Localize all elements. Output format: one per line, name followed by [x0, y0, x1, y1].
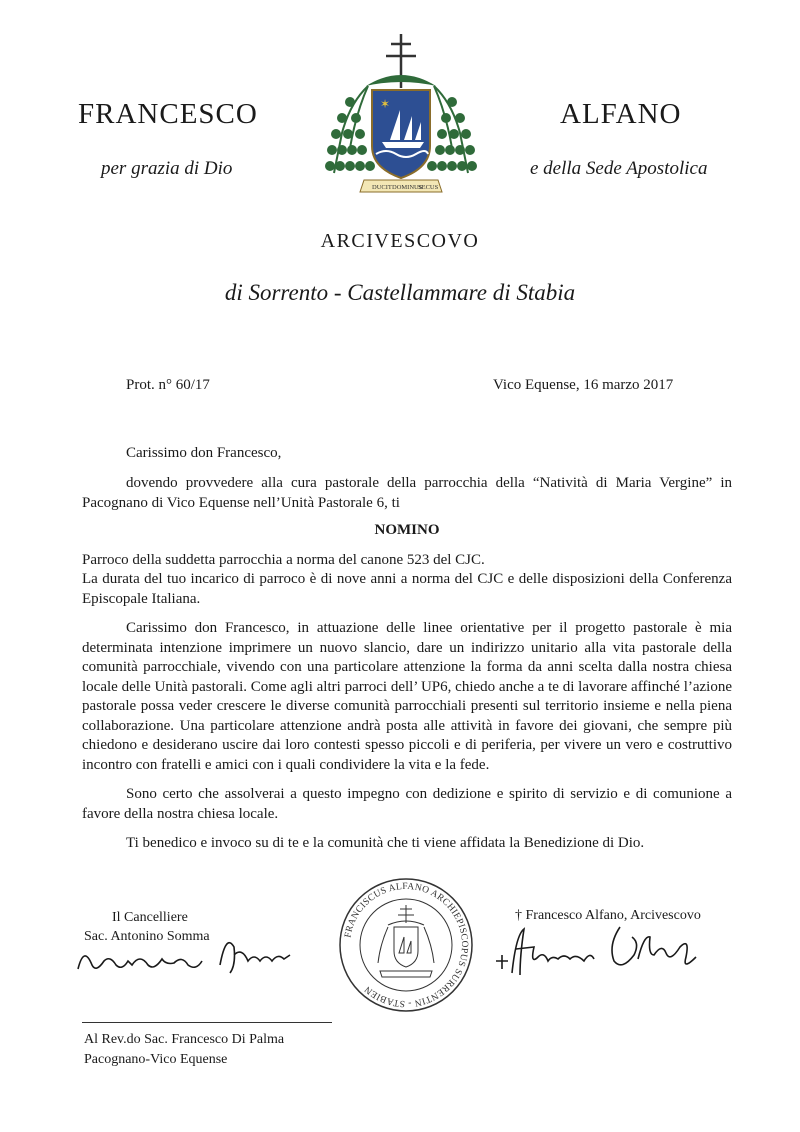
recipient-name: Al Rev.do Sac. Francesco Di Palma [84, 1032, 285, 1047]
header-grace-right: e della Sede Apostolica [530, 158, 708, 179]
header-grace-left: per grazia di Dio [101, 158, 233, 179]
archbishop-signature-line: † Francesco Alfano, Arcivescovo [515, 908, 701, 923]
decree-heading: NOMINO [374, 522, 440, 538]
paragraph-appointment: Parroco della suddetta parrocchia a norma del canone 523 del CJC. [82, 551, 485, 568]
archbishop-signature [490, 915, 720, 990]
header-title: ARCIVESCOVO [320, 230, 480, 252]
header-first-name: FRANCESCO [78, 98, 258, 130]
svg-text:✶: ✶ [380, 97, 391, 111]
coat-of-arms-icon [320, 28, 482, 200]
motto-word-3: SECUS [418, 184, 439, 191]
motto-word-1: DUCIT [372, 184, 392, 191]
salutation: Carissimo don Francesco, [126, 445, 282, 461]
paragraph-blessing: Ti benedico e invoco su di te e la comunità che ti viene affidata la Benedizione di Dio. [126, 835, 645, 851]
paragraph-intro: dovendo provvedere alla cura pastorale della parrocchia della “Natività di Maria Vergine” in Pacognano di Vico Equense nell’Unità Pastorale 6, ti [82, 475, 732, 511]
chancellor-title: Il Cancelliere [112, 910, 188, 925]
paragraph-pastoral: Carissimo don Francesco, in attuazione delle linee orientative per il progetto pastorale è mia determinata intenzione imprimere un nuovo slancio, dare un indirizzo unitario alla vita pastorale della comunità parrocchiale, vivendo con una particolare attenzione la forma da anni scelta dalla nostra chiesa locale delle Unità pastorali. Come agli altri parroci dell’ UP6, chiedo anche a te di lavorare affinché l’azione pastorale possa veder crescere le diverse comunità parrocchiali presenti sul territorio insieme e nella piena collaborazione. Una particolare attenzione andrà posta alle attività in favore dei giovani, che sempre più chiedono e desiderano uscire dai loro contesti spesso piccoli e di periferia, per vivere un vero e costruttivo incontro con fratelli e amici con i quali condividere la vita e la fede. [82, 620, 732, 773]
motto-word-2: DOMINUS [392, 184, 423, 191]
recipient-place: Pacognano-Vico Equense [84, 1052, 228, 1067]
seal-text: FRANCISCUS ALFANO ARCHIEPISCOPUS SURRENTIN - STABIEN [343, 881, 470, 1009]
chancellor-name: Sac. Antonino Somma [84, 929, 210, 944]
recipient-divider [82, 1022, 332, 1023]
letter-body [82, 474, 732, 854]
protocol-number: Prot. n° 60/17 [126, 377, 210, 393]
chancellor-signature [70, 925, 300, 985]
episcopal-seal-icon [336, 875, 476, 1015]
paragraph-commitment: Sono certo che assolverai a questo impegno con dedizione e spirito di servizio e di comunione a favore della nostra chiesa locale. [82, 786, 732, 822]
svg-text:FRANCISCUS ALFANO ARCHIEPISCOP [343, 882, 469, 1008]
place-date: Vico Equense, 16 marzo 2017 [493, 377, 674, 393]
header-diocese: di Sorrento - Castellammare di Stabia [224, 280, 576, 305]
paragraph-duration: La durata del tuo incarico di parroco è di nove anni a norma del CJC e delle disposizioni della Conferenza Episcopale Italiana. [82, 571, 732, 607]
header-last-name: ALFANO [560, 98, 682, 130]
